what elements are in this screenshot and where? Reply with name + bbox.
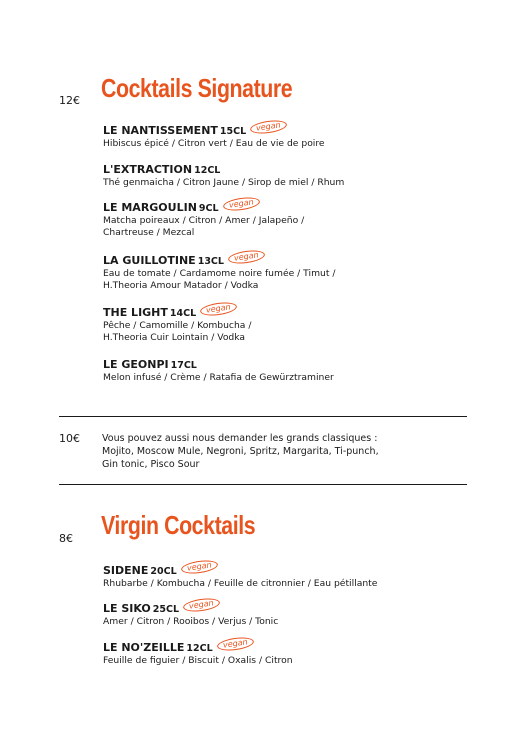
menu-item-name: L'EXTRACTION xyxy=(103,163,193,176)
virgin-section-title: Virgin Cocktails xyxy=(101,510,256,540)
menu-item-heading xyxy=(103,163,483,177)
menu-item-ingredients: Rhubarbe / Kombucha / Feuille de citronnier / Eau pétillante xyxy=(103,578,378,589)
menu-item-heading xyxy=(103,560,483,578)
menu-item-ingredients: Melon infusé / Crème / Ratafia de Gewürztraminer xyxy=(103,372,334,383)
menu-item xyxy=(103,560,483,590)
menu-item xyxy=(103,197,483,239)
menu-item-volume: 20CL xyxy=(150,566,177,577)
menu-item-heading xyxy=(103,598,483,616)
vegan-badge: vegan xyxy=(180,559,218,576)
menu-item-name: LE SIKO xyxy=(103,602,151,615)
menu-item xyxy=(103,302,483,344)
menu-item-ingredients: Matcha poireaux / Citron / Amer / Jalapeño / xyxy=(103,215,305,226)
vegan-badge: vegan xyxy=(216,636,254,653)
menu-item xyxy=(103,163,483,189)
menu-item-volume: 15CL xyxy=(219,126,247,137)
vegan-badge: vegan xyxy=(250,119,288,136)
menu-item xyxy=(103,250,483,292)
menu-item-ingredients: Thé genmaicha / Citron Jaune / Sirop de miel / Rhum xyxy=(103,177,345,188)
divider-top xyxy=(59,416,467,417)
vegan-badge: vegan xyxy=(227,249,265,266)
menu-item-volume: 17CL xyxy=(170,360,197,371)
menu-item xyxy=(103,637,483,667)
menu-item-ingredients: H.Theoria Amour Matador / Vodka xyxy=(103,280,259,291)
vegan-badge: vegan xyxy=(182,597,220,614)
classics-price: 10€ xyxy=(59,432,80,445)
menu-item xyxy=(103,598,483,628)
vegan-badge: vegan xyxy=(222,196,260,213)
menu-item-ingredients: Amer / Citron / Rooibos / Verjus / Tonic xyxy=(103,616,279,627)
menu-item-heading xyxy=(103,302,483,320)
classics-line: Mojito, Moscow Mule, Negroni, Spritz, Margarita, Ti-punch, xyxy=(102,446,379,457)
signature-price: 12€ xyxy=(59,94,80,107)
signature-section-title: Cocktails Signature xyxy=(101,73,293,103)
menu-item-volume: 25CL xyxy=(152,604,179,615)
menu-item-ingredients: Chartreuse / Mezcal xyxy=(103,227,195,238)
menu-item-volume: 13CL xyxy=(197,256,224,267)
divider-bottom xyxy=(59,484,467,485)
menu-item xyxy=(103,120,483,150)
menu-item-ingredients: H.Theoria Cuir Lointain / Vodka xyxy=(103,332,246,343)
classics-line: Gin tonic, Pisco Sour xyxy=(102,459,200,470)
menu-item-name: LE NANTISSEMENT xyxy=(103,124,218,137)
menu-item-heading xyxy=(103,197,483,215)
menu-item-name: LA GUILLOTINE xyxy=(103,254,196,267)
menu-item-heading xyxy=(103,637,483,655)
menu-item-heading xyxy=(103,250,483,268)
vegan-badge: vegan xyxy=(199,301,237,318)
menu-item-volume: 12CL xyxy=(186,643,213,654)
classics-text xyxy=(102,432,452,471)
menu-item xyxy=(103,358,483,384)
menu-item-ingredients: Pêche / Camomille / Kombucha / xyxy=(103,320,252,331)
menu-item-volume: 14CL xyxy=(169,308,197,319)
menu-item-name: THE LIGHT xyxy=(103,306,168,319)
menu-item-ingredients: Feuille de figuier / Biscuit / Oxalis / Citron xyxy=(103,655,293,666)
menu-item-volume: 12CL xyxy=(194,165,221,176)
menu-item-volume: 9CL xyxy=(198,203,219,214)
menu-item-name: LE NO'ZEILLE xyxy=(103,641,185,654)
menu-item-name: SIDENE xyxy=(103,564,149,577)
menu-item-ingredients: Hibiscus épicé / Citron vert / Eau de vie de poire xyxy=(103,138,325,149)
virgin-price: 8€ xyxy=(59,532,73,545)
menu-item-heading xyxy=(103,358,483,372)
classics-line: Vous pouvez aussi nous demander les grands classiques : xyxy=(102,433,378,444)
menu-item-name: LE GEONPI xyxy=(103,358,169,371)
menu-item-name: LE MARGOULIN xyxy=(103,201,197,214)
menu-item-heading xyxy=(103,120,483,138)
menu-item-ingredients: Eau de tomate / Cardamome noire fumée / Timut / xyxy=(103,268,336,279)
